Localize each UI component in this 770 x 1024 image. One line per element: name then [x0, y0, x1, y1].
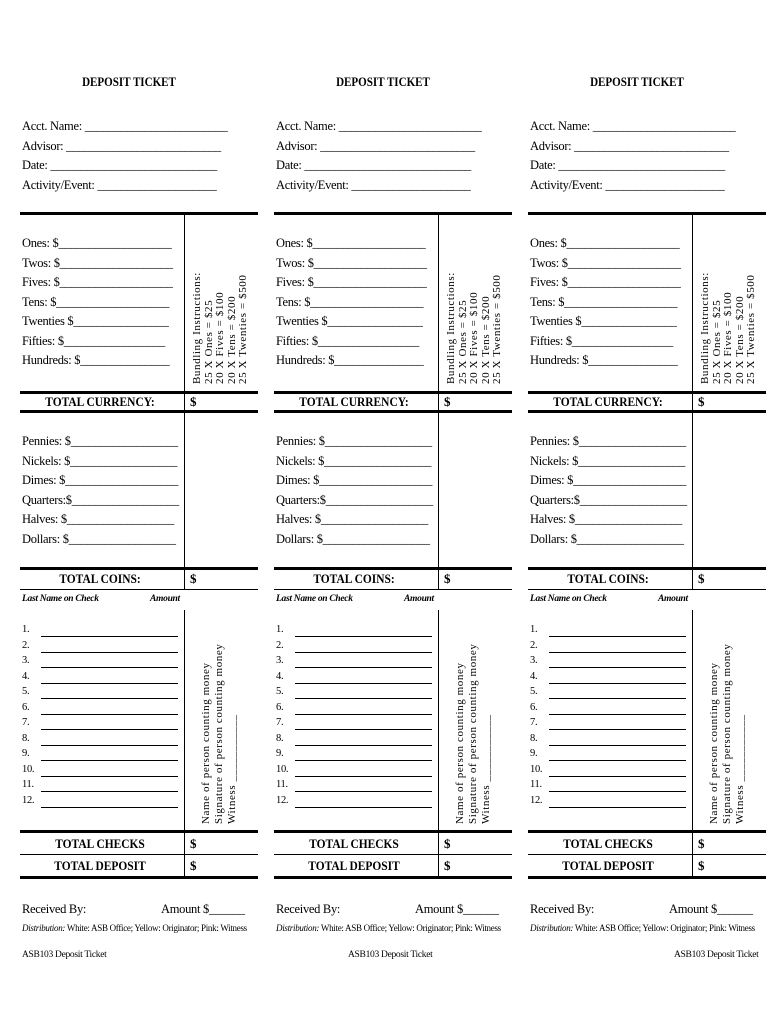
- header-field[interactable]: Activity/Event: ____________________: [276, 177, 471, 192]
- check-entry-line[interactable]: [295, 636, 432, 637]
- coin-field[interactable]: Halves: $__________________: [530, 512, 682, 526]
- divider: [274, 589, 512, 590]
- header-field[interactable]: Advisor: __________________________: [22, 138, 221, 153]
- divider: [274, 212, 512, 215]
- header-field[interactable]: Advisor: __________________________: [530, 138, 729, 153]
- divider: [274, 410, 512, 413]
- check-entry-line[interactable]: [295, 667, 432, 668]
- ticket-title: DEPOSIT TICKET: [336, 74, 430, 89]
- signature-line: Name of person counting money: [454, 662, 466, 824]
- check-line-number: 12.: [276, 794, 289, 806]
- check-entry-line[interactable]: [41, 698, 178, 699]
- bundling-line: 20 X Tens = $200: [733, 295, 746, 384]
- divider: [20, 854, 258, 855]
- amount-field[interactable]: Amount $______: [415, 902, 499, 916]
- divider: [20, 410, 258, 413]
- checks-amount-header: Amount: [658, 594, 688, 604]
- total-currency-label: TOTAL CURRENCY:: [45, 394, 155, 409]
- check-entry-line[interactable]: [295, 760, 432, 761]
- total-checks-label: TOTAL CHECKS: [309, 836, 399, 851]
- currency-field[interactable]: Ones: $___________________: [276, 236, 426, 250]
- bundling-instructions: [192, 272, 250, 384]
- dollar-sign: $: [698, 836, 705, 851]
- header-field[interactable]: Date: ____________________________: [276, 158, 471, 172]
- bundling-line: 25 X Twenties = $500: [745, 274, 757, 384]
- signature-line: Name of person counting money: [200, 662, 212, 824]
- check-entry-line[interactable]: [549, 745, 686, 746]
- ticket-footer: ASB103 Deposit Ticket: [348, 950, 433, 960]
- coin-field[interactable]: Pennies: $__________________: [22, 434, 178, 448]
- vertical-divider: [438, 610, 439, 830]
- check-line-number: 6.: [22, 701, 30, 713]
- vertical-divider: [184, 391, 185, 567]
- dollar-sign: $: [190, 394, 197, 409]
- dollar-sign: $: [698, 858, 705, 873]
- header-field[interactable]: Date: ____________________________: [530, 158, 725, 172]
- divider: [274, 854, 512, 855]
- check-entry-line[interactable]: [41, 776, 178, 777]
- header-field[interactable]: Acct. Name: ________________________: [276, 119, 482, 133]
- check-entry-line[interactable]: [41, 714, 178, 715]
- coin-field[interactable]: Nickels: $__________________: [530, 453, 686, 468]
- check-entry-line[interactable]: [295, 652, 432, 653]
- check-line-number: 7.: [22, 717, 30, 728]
- currency-field[interactable]: Twos: $___________________: [22, 255, 173, 270]
- signature-line: Witness ___________: [480, 714, 492, 824]
- total-coins-label: TOTAL COINS:: [567, 571, 649, 586]
- divider: [20, 212, 258, 215]
- header-field[interactable]: Acct. Name: ________________________: [22, 119, 228, 133]
- vertical-divider: [692, 567, 693, 590]
- bundling-line: 25 X Twenties = $500: [491, 274, 503, 384]
- check-line-number: 1.: [276, 624, 284, 635]
- signature-line: Witness ___________: [226, 714, 238, 824]
- vertical-divider: [184, 214, 185, 392]
- check-line-number: 10.: [276, 763, 289, 775]
- check-line-number: 2.: [530, 639, 538, 651]
- coin-field[interactable]: Dimes: $___________________: [22, 473, 179, 487]
- coin-field[interactable]: Dollars: $__________________: [276, 531, 430, 546]
- check-entry-line[interactable]: [295, 745, 432, 746]
- divider: [274, 876, 512, 879]
- vertical-divider: [184, 610, 185, 830]
- bundling-line: Bundling Instructions:: [191, 272, 203, 384]
- divider: [528, 876, 766, 879]
- distribution-note: [530, 923, 755, 933]
- dollar-sign: $: [190, 571, 197, 586]
- check-entry-line[interactable]: [549, 776, 686, 777]
- check-entry-line[interactable]: [41, 745, 178, 746]
- header-field[interactable]: Activity/Event: ____________________: [530, 177, 725, 192]
- check-line-number: 9.: [276, 748, 284, 759]
- ticket-footer: ASB103 Deposit Ticket: [674, 950, 759, 960]
- dollar-sign: $: [190, 858, 197, 873]
- currency-field[interactable]: Ones: $___________________: [22, 236, 172, 250]
- divider: [528, 854, 766, 855]
- check-entry-line[interactable]: [41, 760, 178, 761]
- total-deposit-label: TOTAL DEPOSIT: [308, 858, 400, 873]
- check-line-number: 3.: [276, 655, 284, 666]
- bundling-line: 20 X Fives = $100: [722, 291, 734, 384]
- check-entry-line[interactable]: [41, 729, 178, 730]
- check-line-number: 11.: [530, 779, 542, 790]
- check-line-number: 9.: [530, 748, 538, 759]
- distribution-note: [276, 923, 501, 933]
- checks-name-header: Last Name on Check: [22, 594, 99, 604]
- check-entry-line[interactable]: [295, 776, 432, 777]
- bundling-line: 20 X Fives = $100: [468, 291, 480, 384]
- check-line-number: 12.: [22, 794, 35, 806]
- coin-field[interactable]: Quarters:$__________________: [530, 492, 687, 507]
- check-line-number: 5.: [530, 686, 538, 697]
- currency-field[interactable]: Twos: $___________________: [276, 255, 427, 270]
- dollar-sign: $: [190, 836, 197, 851]
- currency-field[interactable]: Fives: $___________________: [22, 275, 173, 289]
- divider: [528, 410, 766, 413]
- divider: [274, 830, 512, 833]
- check-line-number: 10.: [22, 763, 35, 775]
- check-entry-line[interactable]: [549, 636, 686, 637]
- header-field[interactable]: Activity/Event: ____________________: [22, 177, 217, 192]
- vertical-divider: [184, 567, 185, 590]
- check-line-number: 5.: [22, 686, 30, 697]
- coin-field[interactable]: Pennies: $__________________: [276, 434, 432, 448]
- signature-block: [454, 644, 493, 824]
- vertical-divider: [438, 567, 439, 590]
- deposit-ticket: [14, 0, 259, 1024]
- divider: [528, 830, 766, 833]
- divider: [528, 589, 766, 590]
- vertical-divider: [184, 830, 185, 878]
- coin-field[interactable]: Dimes: $___________________: [276, 473, 433, 487]
- total-coins-label: TOTAL COINS:: [313, 571, 395, 586]
- distribution-label: Distribution:: [276, 923, 320, 933]
- bundling-line: 20 X Tens = $200: [479, 295, 492, 384]
- total-checks-label: TOTAL CHECKS: [55, 836, 145, 851]
- deposit-ticket: [268, 0, 513, 1024]
- signature-line: Witness ___________: [734, 714, 746, 824]
- deposit-ticket: [522, 0, 767, 1024]
- vertical-divider: [692, 830, 693, 878]
- distribution-note: [22, 923, 247, 933]
- vertical-divider: [692, 391, 693, 567]
- total-checks-label: TOTAL CHECKS: [563, 836, 653, 851]
- bundling-line: Bundling Instructions:: [699, 272, 711, 384]
- currency-field[interactable]: Fifties: $_________________: [530, 333, 673, 348]
- coin-field[interactable]: Nickels: $__________________: [276, 453, 432, 468]
- currency-field[interactable]: Twenties $________________: [276, 314, 423, 328]
- check-line-number: 4.: [530, 670, 538, 682]
- check-line-number: 8.: [530, 732, 538, 744]
- currency-field[interactable]: Fives: $___________________: [276, 275, 427, 289]
- currency-field[interactable]: Fives: $___________________: [530, 275, 681, 289]
- ticket-footer: ASB103 Deposit Ticket: [22, 950, 107, 960]
- check-entry-line[interactable]: [41, 683, 178, 684]
- check-entry-line[interactable]: [41, 807, 178, 808]
- check-line-number: 7.: [530, 717, 538, 728]
- bundling-line: 25 X Ones = $25: [202, 299, 215, 384]
- currency-field[interactable]: Ones: $___________________: [530, 236, 680, 250]
- dollar-sign: $: [444, 394, 451, 409]
- check-entry-line[interactable]: [41, 652, 178, 653]
- bundling-instructions: [700, 272, 758, 384]
- dollar-sign: $: [444, 571, 451, 586]
- divider: [528, 567, 766, 570]
- ticket-title: DEPOSIT TICKET: [590, 74, 684, 89]
- amount-field[interactable]: Amount $______: [669, 902, 753, 916]
- check-entry-line[interactable]: [549, 683, 686, 684]
- check-line-number: 5.: [276, 686, 284, 697]
- coin-field[interactable]: Quarters:$__________________: [22, 492, 179, 507]
- check-line-number: 6.: [276, 701, 284, 713]
- coin-field[interactable]: Pennies: $__________________: [530, 434, 686, 448]
- check-line-number: 3.: [22, 655, 30, 666]
- check-entry-line[interactable]: [41, 667, 178, 668]
- currency-field[interactable]: Hundreds: $_______________: [22, 353, 170, 367]
- check-entry-line[interactable]: [295, 791, 432, 792]
- checks-name-header: Last Name on Check: [530, 594, 607, 604]
- vertical-divider: [692, 610, 693, 830]
- check-line-number: 2.: [22, 639, 30, 651]
- divider: [20, 830, 258, 833]
- divider: [20, 567, 258, 570]
- coin-field[interactable]: Halves: $__________________: [276, 512, 428, 526]
- bundling-line: 20 X Fives = $100: [214, 291, 226, 384]
- currency-field[interactable]: Twenties $________________: [22, 314, 169, 328]
- currency-field[interactable]: Fifties: $_________________: [276, 333, 419, 348]
- check-entry-line[interactable]: [549, 667, 686, 668]
- dollar-sign: $: [444, 858, 451, 873]
- currency-field[interactable]: Tens: $___________________: [276, 294, 424, 309]
- bundling-line: Bundling Instructions:: [445, 272, 457, 384]
- distribution-text: White: ASB Office; Yellow: Originator; Pink: Witness: [573, 923, 755, 933]
- bundling-line: 20 X Tens = $200: [225, 295, 238, 384]
- check-entry-line[interactable]: [295, 729, 432, 730]
- dollar-sign: $: [444, 836, 451, 851]
- signature-line: Signature of person counting money: [467, 643, 479, 824]
- coin-field[interactable]: Dollars: $__________________: [22, 531, 176, 546]
- total-coins-label: TOTAL COINS:: [59, 571, 141, 586]
- header-field[interactable]: Date: ____________________________: [22, 158, 217, 172]
- check-line-number: 1.: [530, 624, 538, 635]
- check-entry-line[interactable]: [549, 807, 686, 808]
- currency-field[interactable]: Hundreds: $_______________: [530, 353, 678, 367]
- currency-field[interactable]: Tens: $___________________: [530, 294, 678, 309]
- check-entry-line[interactable]: [549, 652, 686, 653]
- divider: [528, 212, 766, 215]
- check-line-number: 9.: [22, 748, 30, 759]
- vertical-divider: [692, 214, 693, 392]
- coin-field[interactable]: Quarters:$__________________: [276, 492, 433, 507]
- signature-line: Name of person counting money: [708, 662, 720, 824]
- check-line-number: 11.: [22, 779, 34, 790]
- checks-amount-header: Amount: [404, 594, 434, 604]
- checks-name-header: Last Name on Check: [276, 594, 353, 604]
- signature-line: Signature of person counting money: [721, 643, 733, 824]
- divider: [20, 589, 258, 590]
- check-line-number: 4.: [276, 670, 284, 682]
- total-deposit-label: TOTAL DEPOSIT: [54, 858, 146, 873]
- dollar-sign: $: [698, 394, 705, 409]
- check-entry-line[interactable]: [295, 807, 432, 808]
- check-entry-line[interactable]: [549, 760, 686, 761]
- received-by-field[interactable]: Received By:: [22, 902, 87, 916]
- received-by-field[interactable]: Received By:: [276, 902, 341, 916]
- signature-block: [200, 644, 239, 824]
- bundling-line: 25 X Ones = $25: [456, 299, 469, 384]
- checks-amount-header: Amount: [150, 594, 180, 604]
- coin-field[interactable]: Dimes: $___________________: [530, 473, 687, 487]
- check-entry-line[interactable]: [295, 698, 432, 699]
- currency-field[interactable]: Hundreds: $_______________: [276, 353, 424, 367]
- check-line-number: 1.: [22, 624, 30, 635]
- check-entry-line[interactable]: [295, 683, 432, 684]
- divider: [274, 567, 512, 570]
- dollar-sign: $: [698, 571, 705, 586]
- divider: [20, 876, 258, 879]
- check-entry-line[interactable]: [549, 791, 686, 792]
- check-entry-line[interactable]: [549, 729, 686, 730]
- total-deposit-label: TOTAL DEPOSIT: [562, 858, 654, 873]
- vertical-divider: [438, 391, 439, 567]
- check-line-number: 2.: [276, 639, 284, 651]
- currency-field[interactable]: Twos: $___________________: [530, 255, 681, 270]
- check-line-number: 3.: [530, 655, 538, 666]
- check-entry-line[interactable]: [295, 714, 432, 715]
- check-line-number: 10.: [530, 763, 543, 775]
- check-line-number: 8.: [22, 732, 30, 744]
- coin-field[interactable]: Halves: $__________________: [22, 512, 174, 526]
- ticket-title: DEPOSIT TICKET: [82, 74, 176, 89]
- amount-field[interactable]: Amount $______: [161, 902, 245, 916]
- vertical-divider: [438, 214, 439, 392]
- check-line-number: 4.: [22, 670, 30, 682]
- signature-line: Signature of person counting money: [213, 643, 225, 824]
- bundling-instructions: [446, 272, 504, 384]
- distribution-text: White: ASB Office; Yellow: Originator; Pink: Witness: [319, 923, 501, 933]
- check-entry-line[interactable]: [41, 636, 178, 637]
- distribution-label: Distribution:: [22, 923, 66, 933]
- distribution-text: White: ASB Office; Yellow: Originator; Pink: Witness: [65, 923, 247, 933]
- currency-field[interactable]: Fifties: $_________________: [22, 333, 165, 348]
- check-line-number: 7.: [276, 717, 284, 728]
- coin-field[interactable]: Nickels: $__________________: [22, 453, 178, 468]
- signature-block: [708, 644, 747, 824]
- bundling-line: 25 X Twenties = $500: [237, 274, 249, 384]
- currency-field[interactable]: Twenties $________________: [530, 314, 677, 328]
- bundling-line: 25 X Ones = $25: [710, 299, 723, 384]
- total-currency-label: TOTAL CURRENCY:: [553, 394, 663, 409]
- check-line-number: 11.: [276, 779, 288, 790]
- header-field[interactable]: Advisor: __________________________: [276, 138, 475, 153]
- check-line-number: 6.: [530, 701, 538, 713]
- coin-field[interactable]: Dollars: $__________________: [530, 531, 684, 546]
- check-line-number: 8.: [276, 732, 284, 744]
- vertical-divider: [438, 830, 439, 878]
- check-entry-line[interactable]: [549, 698, 686, 699]
- header-field[interactable]: Acct. Name: ________________________: [530, 119, 736, 133]
- distribution-label: Distribution:: [530, 923, 574, 933]
- total-currency-label: TOTAL CURRENCY:: [299, 394, 409, 409]
- check-entry-line[interactable]: [41, 791, 178, 792]
- check-line-number: 12.: [530, 794, 543, 806]
- currency-field[interactable]: Tens: $___________________: [22, 294, 170, 309]
- check-entry-line[interactable]: [549, 714, 686, 715]
- received-by-field[interactable]: Received By:: [530, 902, 595, 916]
